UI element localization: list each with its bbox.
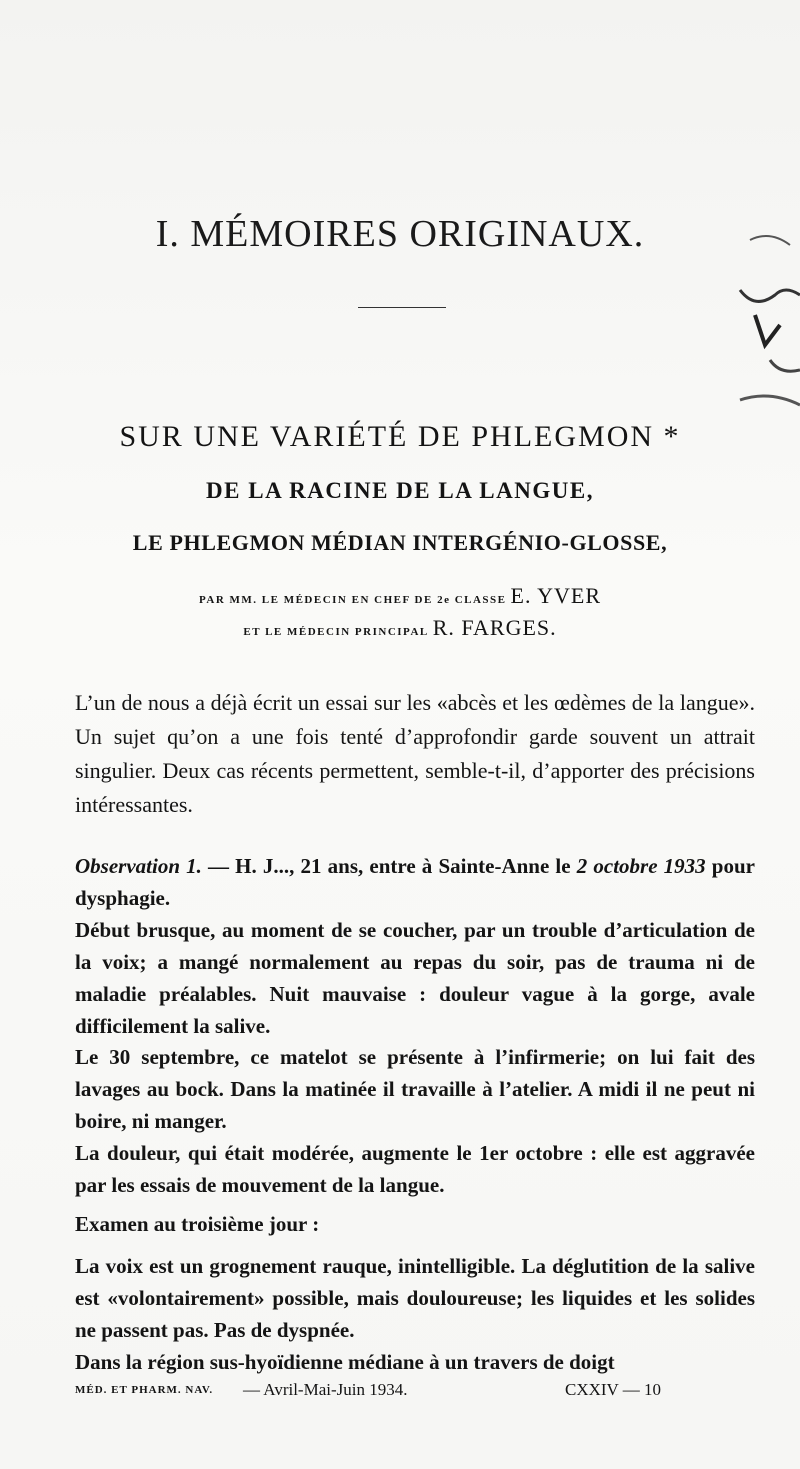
observation-date: 2 octobre 1933 — [576, 854, 706, 878]
article-title-line-3: LE PHLEGMON MÉDIAN INTERGÉNIO-GLOSSE, — [132, 530, 668, 555]
observation-label: Observation 1. — [75, 854, 202, 878]
footer-date: — Avril-Mai-Juin 1934. — [243, 1380, 408, 1399]
byline-1-prefix: PAR MM. LE MÉDECIN EN CHEF DE 2e CLASSE — [198, 594, 507, 606]
section-title: I. MÉMOIRES ORIGINAUX. — [155, 213, 645, 255]
byline-2-prefix: ET LE MÉDECIN PRINCIPAL — [243, 626, 429, 638]
observation-paragraph — [75, 850, 755, 914]
article-title-line-2: DE LA RACINE DE LA LANGUE, — [206, 478, 594, 503]
september-paragraph: Le 30 septembre, ce matelot se présente à l’infirmerie; on lui fait des lavages au bock. Dans la matinée il travaille à l’atelier. A midi il ne peut ni boire, ni manger. — [75, 1045, 755, 1133]
exam-heading: Examen au troisième jour : — [75, 1212, 320, 1236]
author-farges: R. FARGES. — [432, 615, 557, 640]
byline-authors-1 — [0, 583, 800, 609]
observation-text-2: pour dysphagie. — [75, 854, 755, 910]
region-paragraph: Dans la région sus-hyoïdienne médiane à un travers de doigt — [75, 1350, 615, 1374]
article-title-line-1: SUR UNE VARIÉTÉ DE PHLEGMON * — [119, 420, 681, 453]
title-divider — [358, 307, 446, 308]
author-yver: E. YVER — [510, 583, 602, 608]
pain-paragraph: La douleur, qui était modérée, augmente le 1er octobre : elle est aggravée par les essais de mouvement de la langue. — [75, 1141, 755, 1197]
footer-volume: CXXIV — 10 — [565, 1380, 662, 1399]
debut-paragraph: Début brusque, au moment de se coucher, par un trouble d’articulation de la voix; a mangé normalement au repas du soir, pas de trauma ni de maladie préalables. Nuit mauvaise : douleur vague à la gorge, avale difficilement la salive. — [75, 918, 755, 1038]
intro-paragraph: L’un de nous a déjà écrit un essai sur les «abcès et les œdèmes de la langue». Un sujet qu’on a une fois tenté d’approfondir garde souvent un attrait singulier. Deux cas récents permettent, semble-t-il, d’apporter des précisions intéressantes. — [75, 690, 755, 817]
footer-journal: MÉD. ET PHARM. NAV. — [75, 1384, 214, 1396]
voice-paragraph: La voix est un grognement rauque, inintelligible. La déglutition de la salive est «volontairement» possible, mais douloureuse; les liquides et les solides ne passent pas. Pas de dyspnée. — [75, 1254, 755, 1342]
byline-authors-2 — [0, 615, 800, 641]
observation-text-1: — H. J..., 21 ans, entre à Sainte-Anne le — [201, 854, 577, 878]
